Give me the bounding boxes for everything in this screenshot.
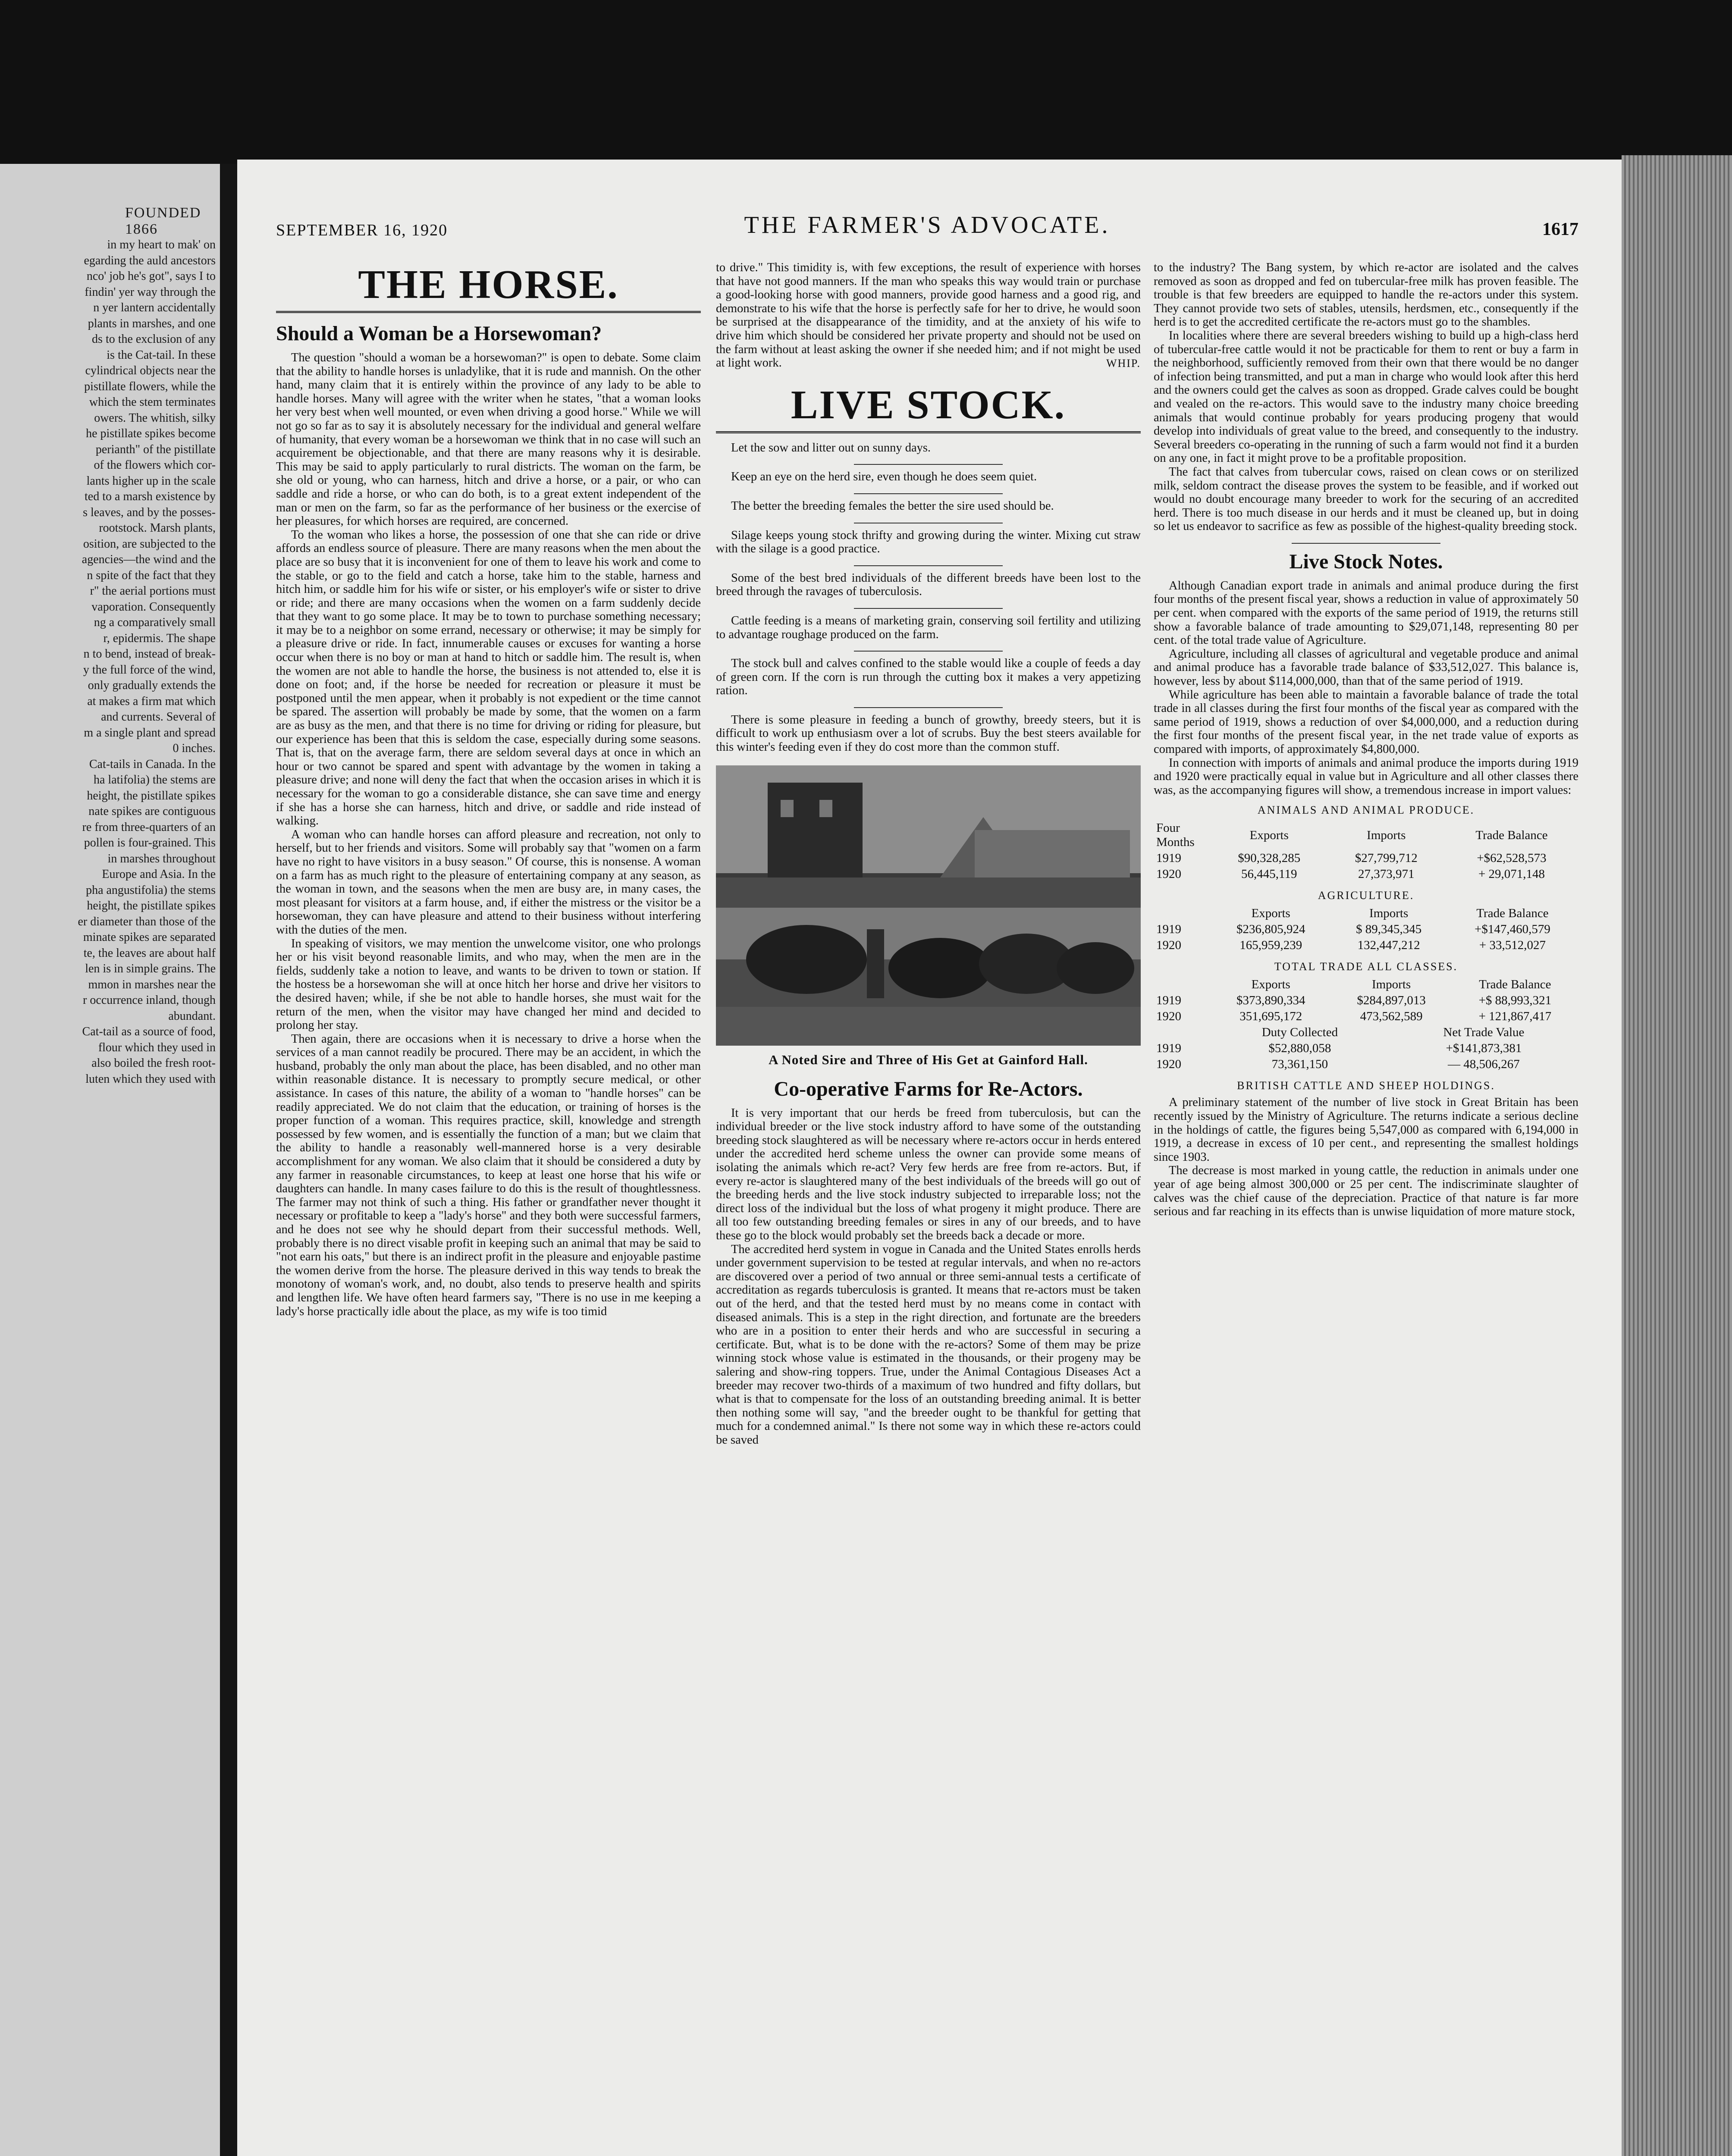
table-cell: +$141,873,381 xyxy=(1446,1041,1522,1056)
table-column-header: Duty Collected xyxy=(1261,1025,1338,1040)
table-cell: $ 89,345,345 xyxy=(1356,922,1422,937)
trade-table-heading: TOTAL TRADE ALL CLASSES. xyxy=(1274,960,1458,973)
livestock-brief: Silage keeps young stock thrifty and growing during the winter. Mixing cut straw with the silage is a good practice. xyxy=(716,528,1141,556)
table-column-header xyxy=(1154,977,1211,993)
left-page-line: at makes a firm mat which xyxy=(87,694,216,708)
table-cell: +$62,528,573 xyxy=(1477,851,1547,865)
left-page-line: Cat-tails in Canada. In the xyxy=(89,757,216,771)
left-page-line: n to bend, instead of break- xyxy=(83,647,216,661)
left-running-head: FOUNDED 1866 xyxy=(125,205,201,237)
notes-paragraph: While agriculture has been able to maintain a favorable balance of trade the total trade in all classes during the first four months of the fiscal year as compared with the same period of 1919, shows a reduction of over $4,000,000, and a reduction during the first four months of the present fiscal year, in the net trade value of exports as compared with imports, of approximately $4,800,000. xyxy=(1154,688,1578,756)
column-3 xyxy=(1154,261,1578,1219)
livestock-brief: The stock bull and calves confined to the stable would like a couple of feeds a day of green corn. If the corn is run through the cutting box it makes a very appetizing ration. xyxy=(716,657,1141,698)
left-page-line: r" the aerial portions must xyxy=(90,584,216,598)
table-row xyxy=(1154,1040,1578,1056)
divider xyxy=(716,431,1141,433)
scan-background xyxy=(0,0,1732,164)
table-cell: $284,897,013 xyxy=(1357,993,1426,1008)
table-column-header: Imports xyxy=(1367,828,1406,842)
left-page-line: height, the pistillate spikes xyxy=(87,789,216,802)
notes-paragraph: Agriculture, including all classes of agricultural and vegetable produce and animal and animal produce has a favorable trade balance of $33,512,027. This balance is, however, less by about $114,000,000, than that of the same period of 1919. xyxy=(1154,647,1578,688)
trade-tables xyxy=(1154,804,1578,1072)
article-title-notes: Live Stock Notes. xyxy=(1289,550,1443,573)
table-row xyxy=(1154,993,1578,1009)
photo-caption: A Noted Sire and Three of His Get at Gainford Hall. xyxy=(769,1052,1088,1067)
separator xyxy=(854,464,1003,465)
left-page-line: ng a comparatively small xyxy=(94,616,216,629)
left-page-line: te, the leaves are about half xyxy=(83,946,216,960)
separator xyxy=(854,565,1003,566)
table-row xyxy=(1154,850,1578,866)
left-facing-page xyxy=(0,164,220,2156)
left-page-line: and currents. Several of xyxy=(101,710,216,724)
horse-paragraph-continued: to drive." This timidity is, with few exceptions, the result of experience with horses that have not good manners. If the man who speaks this way would train or purchase a good-looking horse with good manners, provide good harness and a good rig, and demonstrate to his wife that the horse is perfectly safe for her to drive, he would soon be surprised at the disappearance of the timidity, and at the anxiety of his wife to drive him which should be considered her private property and should not be used on the farm without at least asking the owner if she needed him; and if not might be used at light work. xyxy=(716,261,1141,370)
table-cell: 1919 xyxy=(1156,1041,1181,1056)
british-paragraph: A preliminary statement of the number of live stock in Great Britain has been recently issued by the Ministry of Agriculture. The returns indicate a serious decline in the holdings of cattle, the figures being 5,547,000 as compared with 6,194,000 in 1919, a decrease in excess of 10 per cent., and representing the smallest holdings since 1903. xyxy=(1154,1096,1578,1164)
left-page-line: also boiled the fresh root- xyxy=(91,1056,216,1070)
table-cell: 1919 xyxy=(1156,922,1181,937)
left-page-line: luten which they used with xyxy=(85,1072,216,1086)
livestock-brief: Let the sow and litter out on sunny days. xyxy=(731,441,931,454)
left-page-line: r occurrence inland, though xyxy=(83,993,216,1007)
newspaper-page xyxy=(237,160,1622,2156)
left-page-line: which the stem terminates xyxy=(89,395,216,409)
left-page-line: n yer lantern accidentally xyxy=(93,301,216,314)
cattle-photograph xyxy=(716,765,1141,1046)
left-page-line: abundant. xyxy=(168,1009,216,1023)
left-page-line: rootstock. Marsh plants, xyxy=(99,521,216,535)
left-page-line: vaporation. Consequently xyxy=(91,600,216,614)
table-cell: $27,799,712 xyxy=(1355,851,1418,865)
left-page-line: in my heart to mak' on xyxy=(107,238,216,251)
table-cell: 473,562,589 xyxy=(1360,1009,1423,1024)
left-page-line: is the Cat-tail. In these xyxy=(107,348,216,362)
table-column-header: Four Months xyxy=(1156,821,1195,849)
left-page-line: nate spikes are contiguous xyxy=(88,805,216,818)
coop-paragraph: The accredited herd system in vogue in Canada and the United States enrolls herds under government supervision to be tested at regular intervals, and when no re-actors are discovered over a period of two annual or three semi-annual tests a certificate of accreditation as regards tuberculosis is granted. It means that re-actors must be taken out of the herd, and that the tested herd must by no means come in contact with diseased animals. This is a step in the right direction, and fortunate are the breeders who are in a position to enter their herds and who are successful in securing a certificate. But, what is to be done with the re-actors? Some of them may be prize winning stock whose value is estimated in the thousands, or their progeny may be salering and show-ring toppers. True, under the Animal Contagious Diseases Act a breeder may recover two-thirds of a maximum of two hundred and fifty dollars, but what is that to compensate for the loss of an outstanding breeding animal. It is better then nothing some will say, "and the breeder ought to be thankful for getting that much for a condemned animal." Is there not some way in which these re-actors could be saved xyxy=(716,1242,1141,1447)
author-signature: WHIP. xyxy=(1106,357,1141,370)
separator xyxy=(854,493,1003,494)
table-column-header: Exports xyxy=(1249,828,1289,842)
article-title-coop: Co-operative Farms for Re-Actors. xyxy=(774,1077,1083,1100)
table-row xyxy=(1154,1009,1578,1025)
table-cell: 1920 xyxy=(1156,1057,1181,1072)
left-page-line: pollen is four-grained. This xyxy=(84,836,216,849)
livestock-brief: Cattle feeding is a means of marketing grain, conserving soil fertility and utilizing to advantage roughage produced on the farm. xyxy=(716,614,1141,641)
left-page-line: mmon in marshes near the xyxy=(88,978,216,991)
coop-paragraph-continued: to the industry? The Bang system, by which re-actor are isolated and the calves removed as soon as dropped and fed on tubercular-free milk has proven feasible. The trouble is that few breeders are equipped to handle the re-actors under this system. They cannot provide two sets of stables, utensils, herdsmen, etc., consequently if the herd is to get the accredited certificate the re-actors must go to the shambles. xyxy=(1154,261,1578,329)
table-cell: 351,695,172 xyxy=(1239,1009,1302,1024)
left-page-line: egarding the auld ancestors xyxy=(84,254,216,267)
table-header-row xyxy=(1154,977,1578,993)
table-cell: 56,445,119 xyxy=(1241,867,1297,881)
left-page-line: er diameter than those of the xyxy=(78,915,216,928)
coop-paragraph: The fact that calves from tubercular cows, raised on clean cows or on sterilized milk, seldom contract the disease proves the system to be feasible, and if worked out would no doubt encourage many breeder to work for the securing of an accredited herd. There is too much disease in our herds and it must be cleaned up, but in doing so let us endeavor to sacrifice as few as possible of the highest-quality breeding stock. xyxy=(1154,465,1578,533)
horse-paragraph: The question "should a woman be a horsewoman?" is open to debate. Some claim that the ability to handle horses is unladylike, that it is rude and mannish. On the other hand, many claim that it is entirely within the province of any lady to be able to handle horses. Many will agree with the writer when he states, "that a woman looks her very best when well mounted, or even when driving a good horse." While we will not go so far as to say it is absolutely necessary for the individual and general welfare of humanity, that every woman be a horsewoman we think that in no case will such an acquirement be objectionable, and that there are many reasons why it is desirable. This may be said to apply particularly to rural districts. The woman on the farm, be she old or young, who can harness, hitch and drive a horse, or a pair, or who can saddle and ride a horse, or who can do both, is to a great extent independent of the man or men on the farm, so far as the performance of her business or the exercise of her pleasures, for which horses are required, are concerned. xyxy=(276,351,701,528)
table-header-row xyxy=(1154,1025,1578,1040)
left-page-line: s leaves, and by the posses- xyxy=(83,505,216,519)
separator xyxy=(854,651,1003,652)
table-cell: $90,328,285 xyxy=(1238,851,1301,865)
dept-heading-livestock: LIVE STOCK. xyxy=(791,382,1066,427)
column-2 xyxy=(716,261,1141,1447)
left-page-line: ha latifolia) the stems are xyxy=(94,773,216,787)
book-page-edges xyxy=(1622,155,1732,2156)
column-1 xyxy=(276,261,701,1318)
table-column-header: Imports xyxy=(1369,906,1409,921)
table-header-row xyxy=(1154,906,1578,921)
horse-paragraph: In speaking of visitors, we may mention the unwelcome visitor, one who prolongs her or his visit beyond reasonable limits, and who may, when the men are in the fields, suddenly take a notion to leave, and wants to be driven to town or station. If the hostess be a horsewoman she will at once hitch her horse and drive her visitors to the desired haven; while, if she be not able to handle horses, she must wait for the return of the men, when the visitor may have changed her mind and decided to prolong her stay. xyxy=(276,937,701,1032)
table-column-header: Trade Balance xyxy=(1475,828,1548,842)
left-page-line: he pistillate spikes become xyxy=(86,427,216,440)
left-page-line: re from three-quarters of an xyxy=(82,820,216,834)
horse-paragraph: To the woman who likes a horse, the possession of one that she can ride or drive affords an endless source of pleasure. There are many reasons when the men about the place are so busy that it is inconvenient for one of them to leave his work and come to the stable, or go to the field and catch a horse, take him to the stable, harness and hitch him, or saddle him for his wife or sister, or his employer's wife or sister to drive or ride; and there are many occasions when the women on a farm suddenly decide that they want to go some place. It may be to town to purchase something necessary; it may be to a neighbor on some errand, necessary or otherwise; it may be simply for a pleasure drive or ride. In fact, innumerable causes or excuses for wanting a horse occur when there is no boy or man at hand to hitch or saddle him. The result is, when the women are not able to handle the horse, the business is not attended to, else it is done on foot; and, if the horse be needed for recreation or pleasure it must be postponed until the men appear, when it probably is not expedient or the time cannot be spared. The assertion will probably be made by some, that the women on a farm are as busy as the men, and that there is no time for driving or riding for pleasure, but our experience has been that this is seldom the case, especially during some seasons. That is, that on the average farm, there are seldom several days at once in which an hour or two cannot be spared and spent with advantage by the women in taking a pleasure drive; and none will deny the fact that when the occasion arises in which it is necessary for the woman to go a considerable distance, she can save time and energy if she has a horse she can harness, hitch and drive, or saddle and ride instead of walking. xyxy=(276,528,701,828)
issue-date: SEPTEMBER 16, 1920 xyxy=(276,221,448,239)
left-page-text xyxy=(0,237,216,1087)
left-page-line: in marshes throughout xyxy=(107,852,216,865)
left-page-line: nco' job he's got", says I to xyxy=(86,270,216,283)
running-head xyxy=(276,211,1578,241)
left-page-line: pistillate flowers, while the xyxy=(84,379,216,393)
table-cell: 132,447,212 xyxy=(1357,938,1420,953)
british-paragraph: The decrease is most marked in young cattle, the reduction in animals under one year of age being almost 300,000 or 25 per cent. The indiscriminate slaughter of calves was the chief cause of the depreciation. Practice of that nature is far more serious and far reaching in its effects than is unwise liquidation of more mature stock, xyxy=(1154,1164,1578,1219)
photo-figure xyxy=(716,765,1141,1068)
table-cell: 1920 xyxy=(1156,938,1181,953)
left-page-line: 0 inches. xyxy=(173,742,216,755)
masthead-title: THE FARMER'S ADVOCATE. xyxy=(744,212,1111,238)
table-row xyxy=(1154,866,1578,882)
table-row xyxy=(1154,1056,1578,1072)
table-cell: 1920 xyxy=(1156,1009,1181,1024)
table-column-header: Net Trade Value xyxy=(1443,1025,1525,1040)
table-header-row xyxy=(1154,820,1578,850)
trade-table xyxy=(1154,977,1578,1025)
left-page-line: Europe and Asia. In the xyxy=(102,868,216,881)
table-column-header xyxy=(1154,1025,1211,1040)
left-page-line: pha angustifolia) the stems xyxy=(86,883,216,897)
separator xyxy=(1292,543,1440,544)
coop-paragraph: In localities where there are several breeders wishing to build up a high-class herd of tubercular-free cattle would it not be practicable for them to rent or buy a farm in the neighborhood, sufficiently removed from their own that there would be no danger of infection being transmitted, and put a man in charge who would look after this herd and the owners could get the calves as soon as dropped. Grade calves could be bought and vealed on the re-actors. This would save to the industry many choice breeding animals that would continue probably for years producing progeny that would develop into individuals of great value to the breed, and consequently to the industry. Several breeders co-operating in the running of such a farm would not find it a burden on any one, in fact it might prove to be a profitable proposition. xyxy=(1154,329,1578,465)
separator xyxy=(854,608,1003,609)
left-page-line: only gradually extends the xyxy=(88,679,216,692)
left-page-line: minate spikes are separated xyxy=(83,931,216,944)
left-page-line: findin' yer way through the xyxy=(85,285,216,299)
table-column-header: Exports xyxy=(1251,906,1290,921)
trade-table-heading: ANIMALS AND ANIMAL PRODUCE. xyxy=(1257,804,1475,817)
separator xyxy=(854,707,1003,708)
table-cell: $373,890,334 xyxy=(1236,993,1305,1008)
article-title-horsewoman: Should a Woman be a Horsewoman? xyxy=(276,322,602,345)
table-column-header xyxy=(1154,906,1211,921)
left-page-line: plants in marshes, and one xyxy=(88,317,216,330)
table-cell: 1919 xyxy=(1156,851,1181,865)
trade-table-heading: AGRICULTURE. xyxy=(1318,889,1415,902)
horse-paragraph: Then again, there are occasions when it is necessary to drive a horse when the services of a man cannot readily be procured. There may be an accident, in which the husband, probably the only man about the place, has been disabled, and no other man within reasonable distance. It is necessary to promptly secure medical, or other assistance. In cases of this nature, the ability of a woman to "handle horses" can be readily appreciated. We do not claim that the education, or training of horses is the proper function of a woman. This requires practice, skill, knowledge and strength possessed by few women, and is essentially the function of a man; but we claim that the ability to handle a reasonably well-mannered horse is a very desirable accomplishment for any woman. We also claim that it should be considered a duty by any farmer in reasonable circumstances, to keep at least one horse that his wife or daughters can handle. In many cases failure to do this is the result of thoughtlessness. The farmer may not think of such a thing. His father or grandfather never thought it necessary or profitable to keep a "lady's horse" and they both were successful farmers, and he does not see why he should depart from their successful methods. Well, probably there is no direct visable profit in keeping such an animal that may be said to "not earn his oats," but there is an indirect profit in the pleasure and enjoyable pastime the women derive from the horse. The pleasure derived in this way tends to break the monotony of woman's work, and, no doubt, also tends to preserve health and spirits and lengthen life. We have often heard farmers say, "There is no use in me keeping a lady's horse practically idle about the place, as my wife is too timid xyxy=(276,1032,701,1318)
left-page-line: owers. The whitish, silky xyxy=(94,411,216,425)
left-page-line: r, epidermis. The shape xyxy=(103,631,216,645)
left-page-line: Cat-tail as a source of food, xyxy=(82,1025,216,1038)
table-cell: 1920 xyxy=(1156,867,1181,881)
table-cell: — 48,506,267 xyxy=(1448,1057,1520,1072)
left-page-line: agencies—the wind and the xyxy=(82,553,216,566)
british-heading: BRITISH CATTLE AND SHEEP HOLDINGS. xyxy=(1237,1079,1495,1092)
table-cell: + 121,867,417 xyxy=(1478,1009,1552,1024)
table-cell: 1919 xyxy=(1156,993,1181,1008)
notes-paragraph: Although Canadian export trade in animals and animal produce during the first four months of the present fiscal year, shows a reduction in value of approximately 50 per cent. when compared with the exports of the same period of 1919, the returns still show a favorable balance of trade amounting to $29,071,148, representing 80 per cent. of the total trade value of Agriculture. xyxy=(1154,579,1578,647)
dept-heading-horse: THE HORSE. xyxy=(358,262,619,307)
table-cell: +$ 88,993,321 xyxy=(1478,993,1552,1008)
table-column-header: Trade Balance xyxy=(1476,906,1549,921)
book-spine xyxy=(220,164,237,2156)
table-cell: +$147,460,579 xyxy=(1475,922,1550,937)
table-column-header: Exports xyxy=(1251,978,1290,992)
left-page-line: len is in simple grains. The xyxy=(85,962,216,975)
left-page-line: height, the pistillate spikes xyxy=(87,899,216,912)
left-page-line: cylindrical objects near the xyxy=(85,364,216,377)
left-page-line: m a single plant and spread xyxy=(84,726,216,740)
trade-table xyxy=(1154,820,1578,882)
livestock-brief: The better the breeding females the better the sire used should be. xyxy=(731,499,1054,513)
divider xyxy=(276,311,701,313)
left-page-line: of the flowers which cor- xyxy=(94,458,216,472)
left-page-line: flour which they used in xyxy=(98,1040,216,1054)
left-page-line: ds to the exclusion of any xyxy=(92,332,216,346)
livestock-brief: Some of the best bred individuals of the different breeds have been lost to the breed through the ravages of tuberculosis. xyxy=(716,571,1141,599)
trade-table xyxy=(1154,906,1578,953)
left-page-line: ted to a marsh existence by xyxy=(84,490,216,503)
left-page-line: perianth" of the pistillate xyxy=(95,442,216,456)
left-page-line: osition, are subjected to the xyxy=(83,537,216,551)
table-column-header: Trade Balance xyxy=(1479,978,1551,992)
table-cell: $52,880,058 xyxy=(1268,1041,1331,1056)
table-cell: + 29,071,148 xyxy=(1478,867,1545,881)
trade-table xyxy=(1154,1025,1578,1072)
left-page-line: lants higher up in the scale xyxy=(86,474,216,488)
table-row xyxy=(1154,937,1578,953)
table-cell: + 33,512,027 xyxy=(1479,938,1546,953)
horse-paragraph: A woman who can handle horses can afford pleasure and recreation, not only to herself, but to her friends and visitors. Some will probably say that "women on a farm have no right to have visitors in a busy season." Of course, this is nonsense. A woman on a farm has as much right to the pleasure of entertaining company at any season, as the woman in town, and the seasons when the men are busy are, in many cases, the most pleasant for visitors at a farm house, and, if either the mistress or the visitor be a horsewoman, they can have pleasure and attend to their business without interfering with the duties of the men. xyxy=(276,827,701,937)
table-cell: 73,361,150 xyxy=(1271,1057,1328,1072)
left-page-line: y the full force of the wind, xyxy=(83,663,216,677)
page-number: 1617 xyxy=(1542,219,1578,239)
table-cell: $236,805,924 xyxy=(1236,922,1305,937)
coop-paragraph: It is very important that our herds be freed from tuberculosis, but can the individual breeder or the live stock industry afford to have some of the outstanding breeding stock slaughtered as will be necessary where re-actors occur in herds entered under the accredited herd scheme unless the owner can provide some means of isolating the animals which re-act? Very few herds are free from re-actors. But, if every re-actor is slaughtered many of the best individuals of the breeds will go out of the breeding herds and the live stock industry subjected to irreparable loss; not the direct loss of the individual but the loss of what progeny it might produce. There are all too few outstanding breeding females or sires in any of our breeds, and to have these go to the block would probably set the breeds back a decade or more. xyxy=(716,1106,1141,1242)
notes-paragraph: In connection with imports of animals and animal produce the imports during 1919 and 1920 were practically equal in value but in Agriculture and all other classes there was, as the accompanying figures will show, a tremendous increase in import values: xyxy=(1154,756,1578,797)
table-column-header: Imports xyxy=(1371,978,1411,992)
table-cell: 165,959,239 xyxy=(1239,938,1302,953)
livestock-brief: Keep an eye on the herd sire, even though he does seem quiet. xyxy=(731,470,1037,484)
left-page-line: n spite of the fact that they xyxy=(87,568,216,582)
livestock-brief: There is some pleasure in feeding a bunch of growthy, breedy steers, but it is difficult to work up enthusiasm over a lot of scrubs. Buy the best steers available for this winter's feeding even if they do cost more than the common stuff. xyxy=(716,713,1141,754)
table-cell: 27,373,971 xyxy=(1358,867,1415,881)
table-row xyxy=(1154,921,1578,937)
